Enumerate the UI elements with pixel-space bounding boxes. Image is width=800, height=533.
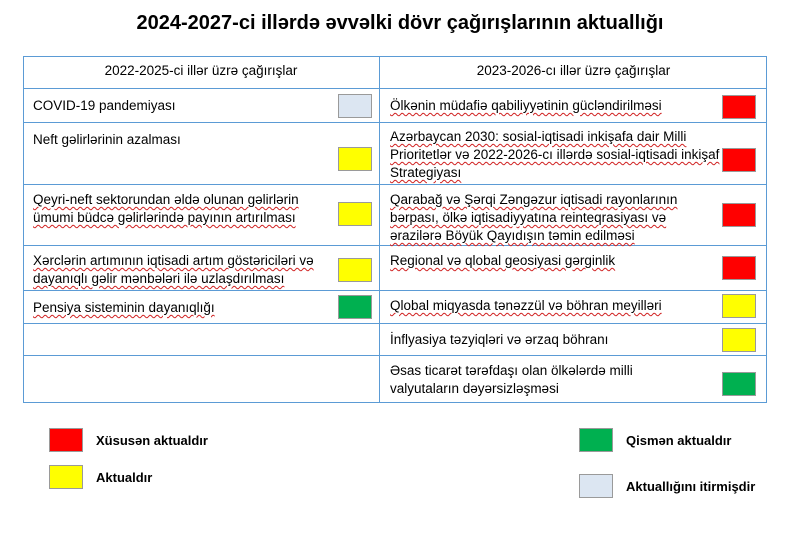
right-item-status-swatch <box>722 203 756 227</box>
row-divider <box>23 122 767 123</box>
left-item-text: Xərclərin artımının iqtisadi artım göstəriciləri və dayanıqlı gəlir mənbələri ilə uzlaşdırılması <box>33 253 314 286</box>
right-item-status-swatch <box>722 95 756 119</box>
legend-swatch-green <box>579 428 613 452</box>
right-column-header: 2023-2026-cı illər üzrə çağırışlar <box>476 63 671 78</box>
right-item-text: İnflyasiya təzyiqləri və ərzaq böhranı <box>390 332 609 347</box>
right-item-text: Qarabağ və Şərqi Zəngəzur iqtisadi rayonlarının bərpası, ölkə iqtisadiyyatına reinteqrasiyası və ərazilərə Böyük Qayıdışın təmin edilməsi <box>390 192 678 243</box>
left-item-text: Qeyri-neft sektorundan əldə olunan gəlirlərin ümumi büdcə gəlirlərində payının artırılması <box>33 192 299 225</box>
legend-label-yellow: Aktualdır <box>96 470 153 485</box>
right-item-status-swatch <box>722 148 756 172</box>
row-divider <box>23 290 767 291</box>
row-divider <box>23 245 767 246</box>
row-divider <box>23 184 767 185</box>
left-item-status-swatch <box>338 295 372 319</box>
legend-label-light-blue: Aktuallığını itirmişdir <box>626 479 756 494</box>
row-divider <box>23 88 767 89</box>
right-item-text: Regional və qlobal geosiyasi gərginlik <box>390 253 616 268</box>
right-item-status-swatch <box>722 328 756 352</box>
right-item-status-swatch <box>722 372 756 396</box>
legend-label-green: Qismən aktualdır <box>626 433 732 448</box>
left-item-status-swatch <box>338 94 372 118</box>
left-column-header: 2022-2025-ci illər üzrə çağırışlar <box>104 63 298 78</box>
left-item-status-swatch <box>338 202 372 226</box>
left-item-text: Pensiya sisteminin dayanıqlığı <box>33 300 215 315</box>
row-divider <box>23 323 767 324</box>
right-item-text: Azərbaycan 2030: sosial-iqtisadi inkişafa dair Milli Prioritetlər və 2022-2026-cı illərdə sosial-iqtisadi inkişaf Strategiyası <box>390 129 720 180</box>
left-item-status-swatch <box>338 258 372 282</box>
right-item-text: Əsas ticarət tərəfdaşı olan ölkələrdə milli valyutaların dəyərsizləşməsi <box>390 363 633 396</box>
right-item-text: Ölkənin müdafiə qabiliyyətinin gücləndirilməsi <box>390 98 662 113</box>
column-divider <box>379 56 380 403</box>
right-item-status-swatch <box>722 294 756 318</box>
page-title: 2024-2027-ci illərdə əvvəlki dövr çağırışlarının aktuallığı <box>136 12 664 34</box>
left-item-text: Neft gəlirlərinin azalması <box>33 132 181 147</box>
right-item-text: Qlobal miqyasda tənəzzül və böhran meyilləri <box>390 298 662 313</box>
right-item-status-swatch <box>722 256 756 280</box>
left-item-text: COVID-19 pandemiyası <box>33 98 176 113</box>
row-divider <box>23 355 767 356</box>
legend-label-red: Xüsusən aktualdır <box>96 433 208 448</box>
left-item-status-swatch <box>338 147 372 171</box>
legend-swatch-red <box>49 428 83 452</box>
legend-swatch-yellow <box>49 465 83 489</box>
legend-swatch-light-blue <box>579 474 613 498</box>
